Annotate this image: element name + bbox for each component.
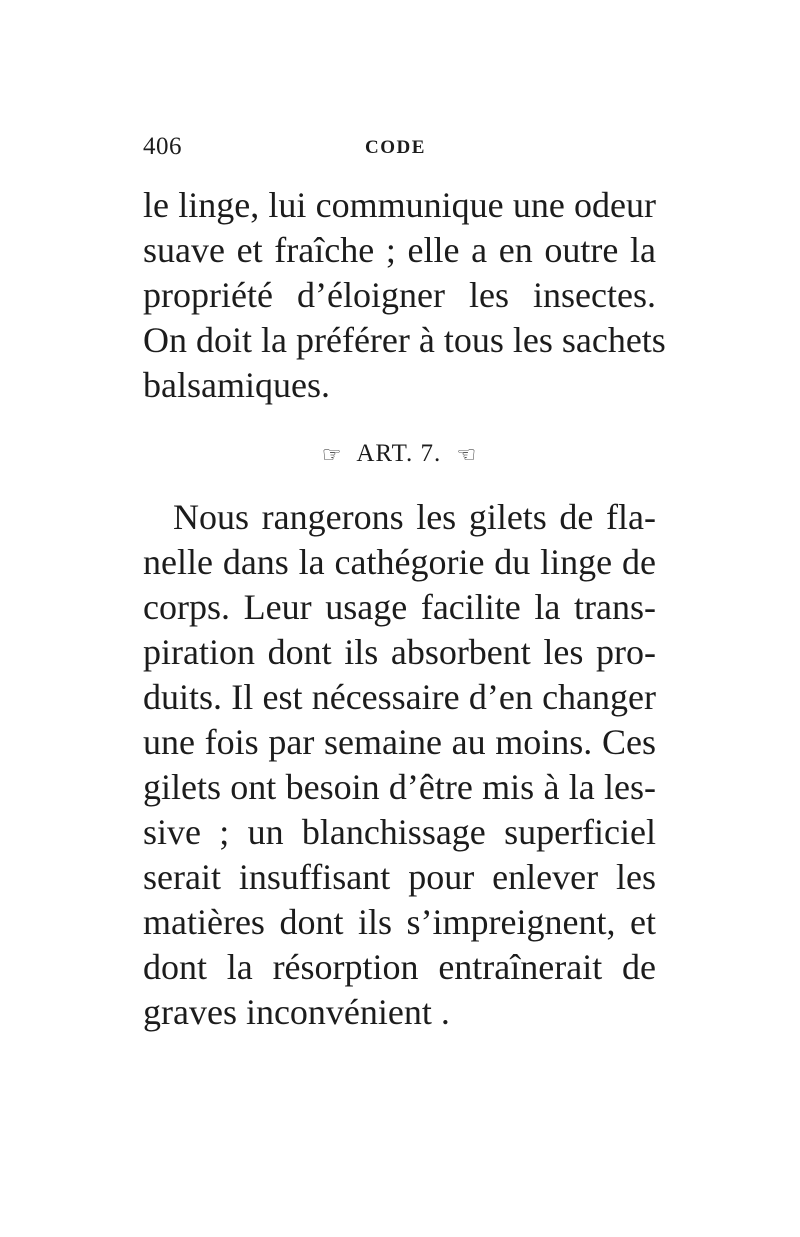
text-line: une fois par semaine au moins. Ces [143, 722, 656, 762]
text-line: le linge, lui communique une odeur [143, 185, 656, 225]
text-line: suave et fraîche ; elle a en outre la [143, 230, 656, 270]
text-line: sive ; un blanchissage superficiel [143, 812, 656, 852]
article-heading [143, 437, 656, 471]
text-line: duits. Il est nécessaire d’en changer [143, 677, 656, 717]
text-line: graves inconvénient . [143, 992, 450, 1032]
running-title: CODE [365, 137, 426, 158]
page-number: 406 [143, 133, 182, 160]
text-line: gilets ont besoin d’être mis à la les- [143, 767, 656, 807]
text-line: matières dont ils s’impreignent, et [143, 902, 656, 942]
running-head [143, 133, 656, 163]
text-line: dont la résorption entraînerait de [143, 947, 656, 987]
pointing-hand-right-icon: ☞ [321, 442, 343, 468]
text-line: propriété d’éloigner les insectes. [143, 275, 656, 315]
article-number: ART. 7. [356, 440, 442, 467]
text-line: balsamiques. [143, 365, 330, 405]
text-line: On doit la préférer à tous les sachets [143, 320, 666, 360]
paragraph-continuation [143, 183, 666, 408]
text-line: corps. Leur usage facilite la trans- [143, 587, 656, 627]
text-line: serait insuffisant pour enlever les [143, 857, 656, 897]
text-line: nelle dans la cathégorie du linge de [143, 542, 656, 582]
article-paragraph [143, 495, 656, 1035]
text-line: Nous rangerons les gilets de fla- [173, 497, 656, 537]
text-line: piration dont ils absorbent les pro- [143, 632, 656, 672]
pointing-hand-left-icon: ☜ [456, 442, 478, 468]
